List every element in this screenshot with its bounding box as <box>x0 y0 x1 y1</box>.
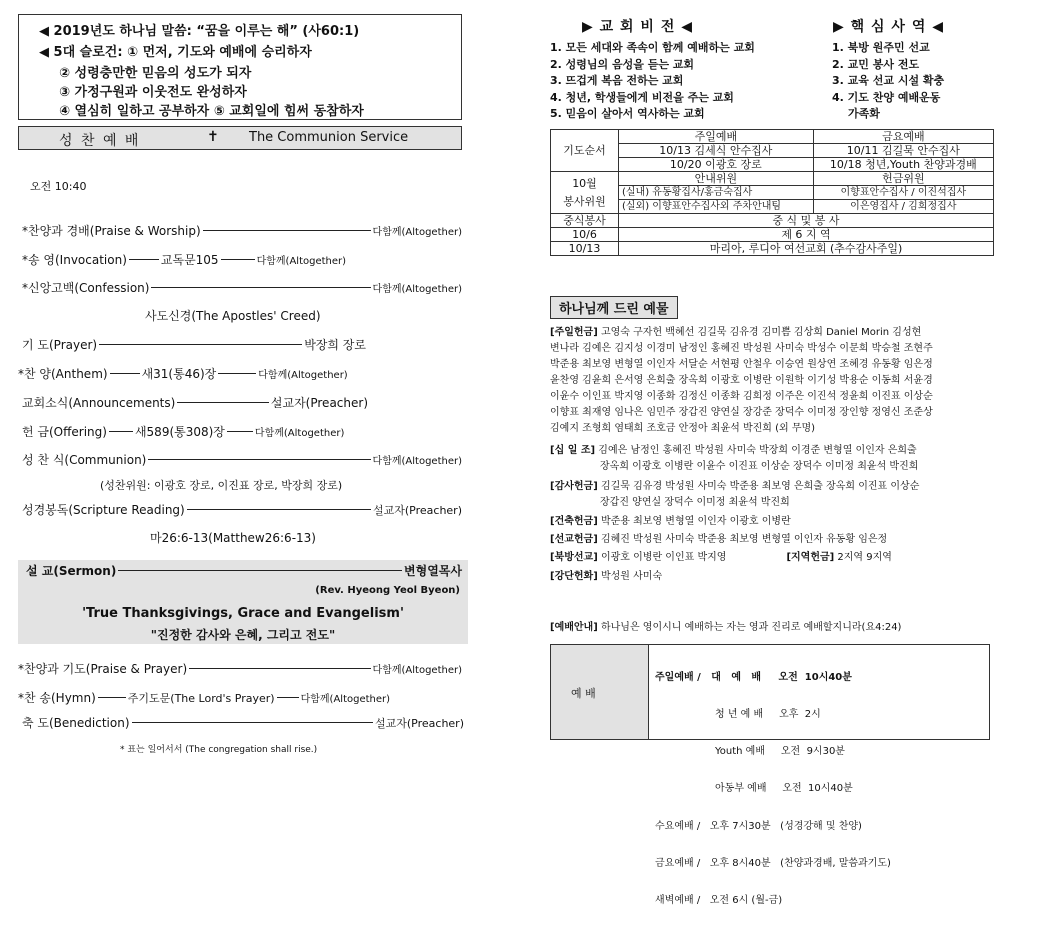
sermon-title-en: 'True Thanksgivings, Grace and Evangelism' <box>82 606 404 621</box>
service-title-bar <box>18 126 462 150</box>
communion-helpers: (성찬위원: 이광호 장로, 이진표 장로, 박장희 장로) <box>100 479 343 492</box>
scripture-ref: 마26:6-13(Matthew26:6-13) <box>150 531 316 545</box>
slogan-3: ③ 가정구원과 이웃전도 완성하자 <box>59 85 247 100</box>
order-item: 헌 금(Offering) 새589(통308)장 다함께(Altogether) <box>22 425 345 439</box>
order-item: *송 영(Invocation) 교독문105 다함께(Altogether) <box>22 253 347 267</box>
order-item: 성 찬 식(Communion) 다함께(Altogether) <box>22 453 462 467</box>
offering-north: [북방선교] 이광호 이병란 이인표 박지영 [지역헌금] 2지역 9지역 <box>550 552 892 563</box>
left-panel <box>0 0 528 816</box>
preacher-en: (Rev. Hyeong Yeol Byeon) <box>315 585 460 596</box>
offering-tithe: [십 일 조] 김예은 남정인 홍혜진 박성원 사미숙 박장희 이경준 변형열 이인자 은희출 장옥희 이광호 이병란 이윤수 이진표 이상순 장덕수 이미정 최윤석 박진희 <box>550 445 919 472</box>
order-item: 성경봉독(Scripture Reading) 설교자(Preacher) <box>22 503 462 517</box>
offering-pulpit: [강단헌화] 박성원 사미숙 <box>550 571 663 582</box>
slogan-1: ◀ 5대 슬로건: ① 먼저, 기도와 예배에 승리하자 <box>39 45 312 60</box>
slogan-4: ④ 열심히 일하고 공부하자 ⑤ 교회일에 힘써 동참하자 <box>59 104 364 119</box>
order-item: *찬양과 기도(Praise & Prayer) 다함께(Altogether) <box>18 662 462 676</box>
service-title-en: The Communion Service <box>249 130 409 145</box>
offerings-title: 하나님께 드린 예물 <box>550 296 678 319</box>
worship-verse: [예배안내] 하나님은 영이시니 예배하는 자는 영과 진리로 예배할지니라(요4:24) <box>550 622 902 633</box>
rise-note: * 표는 일어서서 (The congregation shall rise.) <box>120 745 318 755</box>
offering-thanks: [감사헌금] 김길묵 김유경 박성원 사미숙 박준용 최보영 은희출 장옥희 이진표 이상순 장갑진 양연실 장덕수 이미정 최윤석 박진희 <box>550 481 920 508</box>
core-title: ▶ 핵 심 사 역 ◀ <box>833 19 944 35</box>
order-item: 축 도(Benediction) 설교자(Preacher) <box>22 716 464 730</box>
order-item: 교회소식(Announcements) 설교자(Preacher) <box>22 396 368 410</box>
motto-box <box>18 14 462 120</box>
worship-side-label: 예 배 <box>571 687 596 700</box>
worship-lines: 주일예배 / 대 예 배 오전 10시40분 청 년 예 배 오후 2시 Youth 예배 오전 9시30분 아동부 예배 오전 10시40분 수요예배 / 오후 7시30분 (성경강해 및 찬양) 금요예배 / 오후 8시40분 (찬양과경배, 말씀과기도) 새벽예배 / 오전 6시 (월-금) <box>655 671 891 907</box>
sermon-section <box>18 560 468 644</box>
duty-table: 기도순서 주일예배 금요예배 10/13 김세식 안수집사 10/11 김길묵 안수집사 10/20 이광호 장로 10/18 청년,Youth 찬양과경배 10월 봉사위원 안내위원 헌금위원 (실내) 유동황집사/홍금숙집사 이향표안수집사 / 이진석집사 (실외) 이향표안수집사외 주차안내팀 이은영집사 / 김희정집사 중식봉사 중 식 및 봉 사 10/6 제 6 지 역 10/13 마리아, 루디아 여선교회 (추수감사주일) <box>550 129 994 256</box>
offering-mission: [선교헌금] 김혜진 박성원 사미숙 박준용 최보영 변형열 이인자 유동황 임은정 <box>550 534 888 545</box>
vision-title: ▶ 교 회 비 전 ◀ <box>582 19 693 35</box>
order-item: *찬 송(Hymn) 주기도문(The Lord's Prayer) 다함께(Altogether) <box>18 691 391 705</box>
sermon-row: 설 교(Sermon) 변형열목사 <box>26 564 462 578</box>
service-time: 오전 10:40 <box>30 180 87 193</box>
creed: 사도신경(The Apostles' Creed) <box>145 309 321 323</box>
offering-building: [건축헌금] 박준용 최보영 변형열 이인자 이광호 이병란 <box>550 516 791 527</box>
order-item: *찬양과 경배(Praise & Worship) 다함께(Altogether) <box>22 224 462 238</box>
core-list: 1. 북방 원주민 선교 2. 교민 봉사 전도 3. 교육 선교 시설 확충 4. 기도 찬양 예배운동 가족화 <box>832 41 945 120</box>
order-item: 기 도(Prayer) 박장희 장로 <box>22 338 366 352</box>
offering-sunday: [주일헌금] 고영숙 구자헌 백혜선 김길묵 김유경 김미쁨 김상희 Daniel Morin 김성현 변나라 김예은 김지성 이경미 남정인 홍혜진 박성원 사미숙 박성수 이문희 박승철 조현주 박준용 최보영 변형열 이인자 서달순 서현평 안철우 이승연 원상연 조혜경 유동황 임은정 윤찬영 김윤희 은서영 은희출 장옥희 이광호 이병란 이원학 이기성 박용순 이동희 서윤경 이윤수 이인표 박지영 이종화 김정신 이종화 김희정 이주은 이진석 정윤희 이진표 이상순 이향표 최재영 임나은 임민주 장갑진 양연실 장강준 장덕수 이미정 장인향 정영신 조준상 김예지 조형희 염태희 조호금 안정아 최윤석 박진희 (외 무명) <box>550 327 933 434</box>
year-motto: ◀ 2019년도 하나님 말씀: “꿈을 이루는 해” (사60:1) <box>39 24 360 39</box>
worship-schedule <box>550 644 990 907</box>
vision-list: 1. 모든 세대와 족속이 함께 예배하는 교회 2. 성령님의 음성을 듣는 교회 3. 뜨겁게 복음 전하는 교회 4. 청년, 학생들에게 비전을 주는 교회 5. 믿음이 살아서 역사하는 교회 <box>550 41 755 120</box>
cross-icon: ✝ <box>207 129 219 145</box>
order-item: *신앙고백(Confession) 다함께(Altogether) <box>22 281 462 295</box>
slogan-2: ② 성령충만한 믿음의 성도가 되자 <box>59 66 252 81</box>
sermon-title-kr: "진정한 감사와 은혜, 그리고 전도" <box>150 628 336 642</box>
order-item: *찬 양(Anthem) 새31(통46)장 다함께(Altogether) <box>18 367 348 381</box>
service-title-kr: 성 찬 예 배 <box>59 133 141 149</box>
